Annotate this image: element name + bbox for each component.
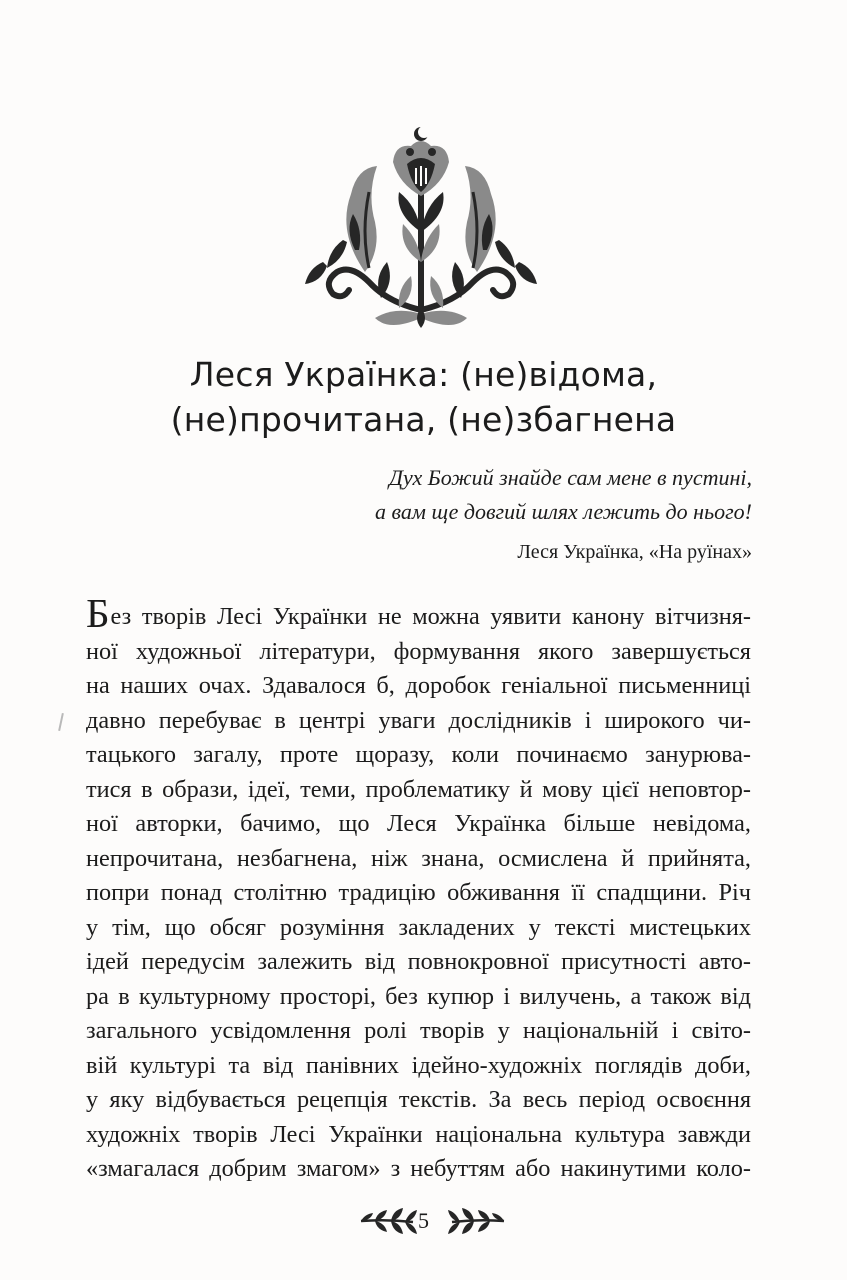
- body-line: давно перебуває в центрі уваги дослідників і широкого чи-: [86, 706, 751, 734]
- leaf-sprig-right-icon: [448, 1206, 508, 1236]
- epigraph: [375, 461, 752, 566]
- epigraph-line-2: а вам ще довгий шлях лежить до нього!: [375, 499, 752, 524]
- body-line: тися в образи, ідеї, теми, проблематику й мову цієї неповтор-: [86, 775, 751, 803]
- drop-cap: Б: [86, 590, 110, 636]
- body-line: на наших очах. Здавалося б, доробок геніальної письменниці: [86, 672, 751, 699]
- body-line-1: [86, 590, 751, 636]
- crescent-moon-icon: [414, 126, 430, 141]
- title-line-1: Леся Українка: (не)відома,: [189, 355, 658, 394]
- title-line-2: (не)прочитана, (не)збагнена: [170, 400, 677, 439]
- body-line: у яку відбувається рецепція текстів. За весь період освоєння: [86, 1086, 751, 1113]
- body-line: непрочитана, незбагнена, ніж знана, осмислена й прийнята,: [86, 844, 751, 872]
- body-line: вій культурі та від панівних ідейно-художніх поглядів доби,: [86, 1051, 751, 1079]
- body-line: ної авторки, бачимо, що Леся Українка більше невідома,: [86, 810, 751, 837]
- body-line: у тім, що обсяг розуміння закладених у тексті мистецьких: [86, 913, 751, 941]
- body-line: ра в культурному просторі, без купюр і вилучень, а також від: [86, 982, 751, 1010]
- margin-pencil-mark: [58, 713, 64, 731]
- body-line: загального усвідомлення ролі творів у національній і світо-: [86, 1017, 751, 1044]
- body-line: художніх творів Лесі Українки національна культура завжди: [86, 1120, 751, 1148]
- body-line-1-text: ез творів Лесі Українки не можна уявити канону вітчизня-: [110, 603, 751, 630]
- page-title: [0, 352, 847, 442]
- body-line: «змагалася добрим змагом» з небуттям або накинутими коло-: [86, 1155, 751, 1182]
- floral-ornament-icon: [303, 122, 539, 332]
- central-flower-icon: [393, 141, 449, 196]
- epigraph-line-1: Дух Божий знайде сам мене в пустині,: [389, 465, 752, 490]
- page-number: 5: [418, 1208, 429, 1233]
- body-paragraph: [86, 590, 751, 1187]
- body-line: ідей передусім залежить від повнокровної присутності авто-: [86, 948, 751, 975]
- body-line: попри понад столітню традицію обживання її спадщини. Річ: [86, 879, 751, 906]
- body-line: ної художньої літератури, формування якого завершується: [86, 637, 751, 665]
- epigraph-source: Леся Українка, «На руїнах»: [517, 541, 752, 563]
- body-line: тацького загалу, проте щоразу, коли починаємо занурюва-: [86, 741, 751, 768]
- page-footer: [0, 1202, 847, 1242]
